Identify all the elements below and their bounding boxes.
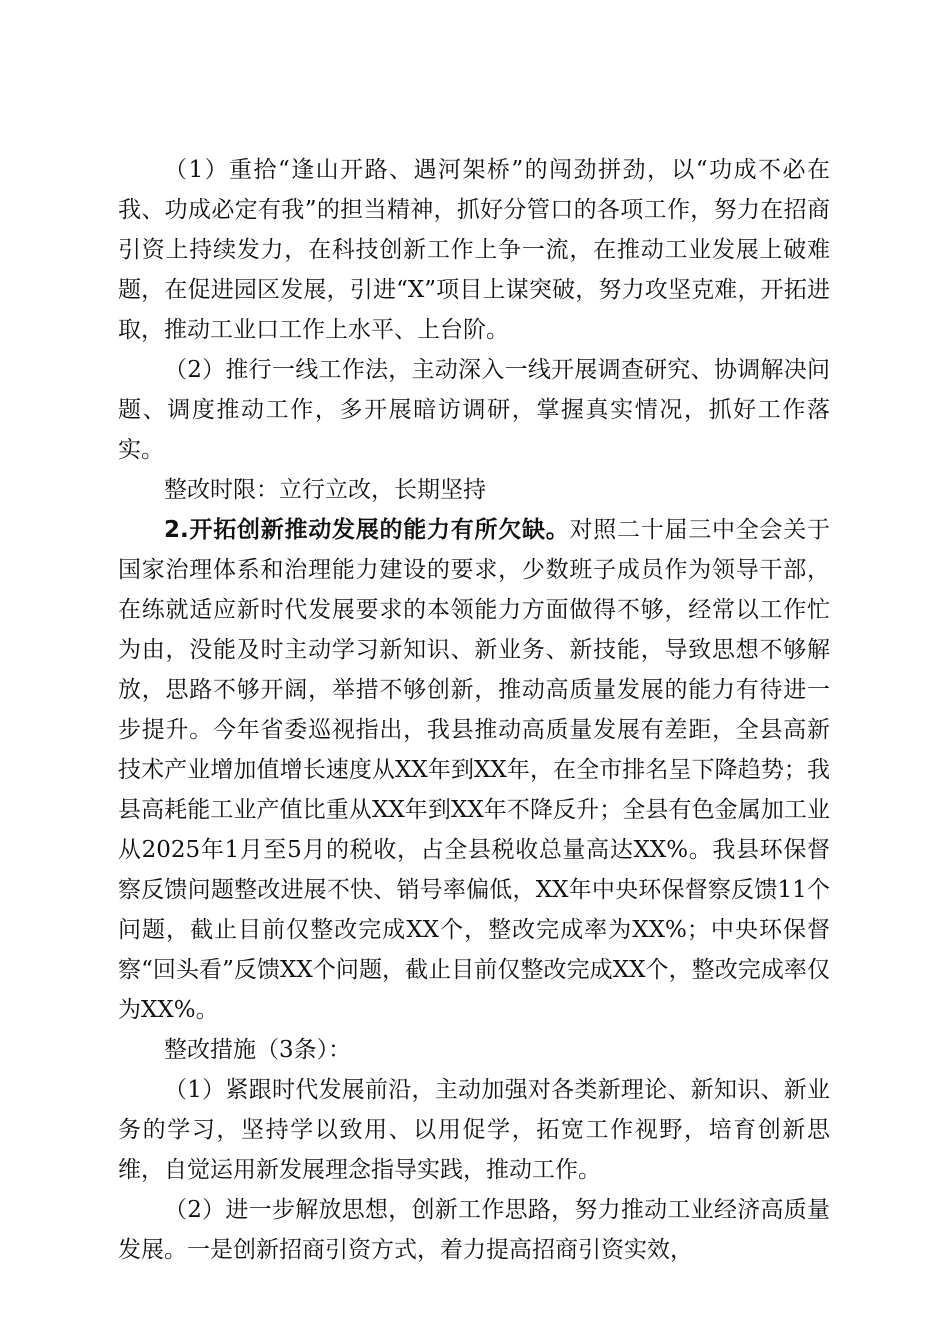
document-body <box>118 150 830 1270</box>
measure-paragraph-1: （1）重拾“逢山开路、遇河架桥”的闯劲拼劲，以“功成不必在我、功成必定有我”的担当精神，抓好分管口的各项工作，努力在招商引资上持续发力，在科技创新工作上争一流，在推动工业发展上破难题，在促进园区发展，引进“X”项目上谋突破，努力攻坚克难，开拓进取，推动工业口工作上水平、上台阶。 <box>118 157 830 343</box>
measures-title: 整改措施（3条）： <box>164 1037 352 1063</box>
deadline-paragraph: 整改时限：立行立改，长期坚持 <box>164 477 486 503</box>
issue-heading: 2.开拓创新推动发展的能力有所欠缺。 <box>164 517 570 543</box>
issue-text: 对照二十届三中全会关于国家治理体系和治理能力建设的要求，少数班子成员作为领导干部，在练就适应新时代发展要求的本领能力方面做得不够，经常以工作忙为由，没能及时主动学习新知识、新业务、新技能，导致思想不够解放，思路不够开阔，举措不够创新，推动高质量发展的能力有待进一步提升。今年省委巡视指出，我县推动高质量发展有差距，全县高新技术产业增加值增长速度从XX年到XX年，在全市排名呈下降趋势；我县高耗能工业产值比重从XX年到XX年不降反升；全县有色金属加工业从2025年1月至5月的税收，占全县税收总量高达XX%。我县环保督察反馈问题整改进展不快、销号率偏低，XX年中央环保督察反馈11个问题，截止目前仅整改完成XX个，整改完成率为XX%；中央环保督察“回头看”反馈XX个问题，截止目前仅整改完成XX个，整改完成率仅为XX%。 <box>118 517 830 1023</box>
measure-paragraph-3: （1）紧跟时代发展前沿，主动加强对各类新理论、新知识、新业务的学习，坚持学以致用、以用促学，拓宽工作视野，培育创新思维，自觉运用新发展理念指导实践，推动工作。 <box>118 1077 830 1183</box>
measure-paragraph-4: （2）进一步解放思想，创新工作思路，努力推动工业经济高质量发展。一是创新招商引资方式，着力提高招商引资实效， <box>118 1197 830 1263</box>
measure-paragraph-2: （2）推行一线工作法，主动深入一线开展调查研究、协调解决问题、调度推动工作，多开展暗访调研，掌握真实情况，抓好工作落实。 <box>118 357 830 463</box>
issue-paragraph <box>118 510 830 1030</box>
